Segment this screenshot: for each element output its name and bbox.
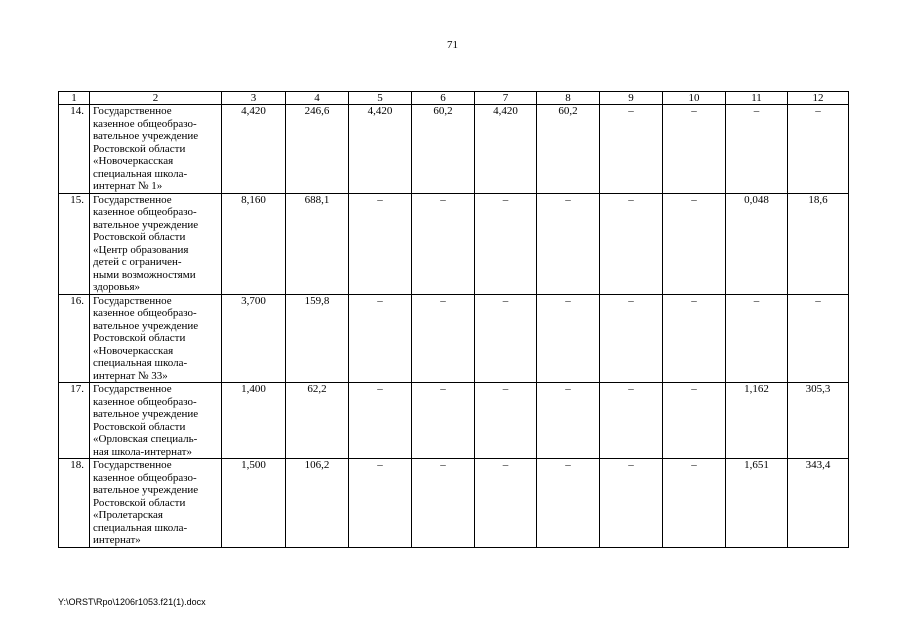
column-header-2: 2 [90,92,222,105]
institution-name-line: «Пролетарская [93,509,163,521]
institution-name-line: Государственное [93,294,172,307]
value-cell-col-11: – [726,294,788,383]
institution-name-line: интернат № 33» [93,369,168,382]
table-row [59,294,849,383]
row-number: 15. [59,193,90,294]
value-cell-col-5: – [349,383,412,459]
institution-name-line: казенное общеобразо- [93,395,197,408]
column-header-9: 9 [600,92,663,105]
institution-name-line: ная школа-интернат» [93,445,192,458]
institution-name-line: вательное учреждение [93,408,199,420]
value-cell-col-9: – [600,383,663,459]
value-cell-col-12: 343,4 [788,459,849,548]
value-cell-col-7: 4,420 [475,105,537,194]
institution-name [90,193,222,294]
value-cell-col-3: 3,700 [222,294,286,383]
value-cell-col-10: – [663,105,726,194]
value-cell-col-8: – [537,294,600,383]
value-cell-col-6: – [412,459,475,548]
column-header-10: 10 [663,92,726,105]
value-cell-col-5: 4,420 [349,105,412,194]
value-cell-col-10: – [663,459,726,548]
value-cell-col-5: – [349,193,412,294]
value-cell-col-7: – [475,193,537,294]
institution-name-line: Ростовской области [93,496,186,509]
table-row [59,383,849,459]
institution-name-line: вательное учреждение [93,218,199,231]
value-cell-col-6: 60,2 [412,105,475,194]
value-cell-col-12: 18,6 [788,193,849,294]
institution-name-line: вательное учреждение [93,319,199,332]
footer-file-path: Y:\ORST\Rpo\1206r1053.f21(1).docx [58,597,206,607]
institution-name-line: Ростовской области [93,332,186,344]
institution-name [90,383,222,459]
table-row [59,193,849,294]
institution-name-line: Ростовской области [93,231,186,243]
value-cell-col-11: 1,162 [726,383,788,459]
institution-name-line: интернат № 1» [93,180,163,192]
column-header-1: 1 [59,92,90,105]
value-cell-col-3: 1,500 [222,459,286,548]
institution-name-line: Ростовской области [93,420,186,433]
value-cell-col-4: 62,2 [286,383,349,459]
institution-name [90,105,222,194]
value-cell-col-6: – [412,383,475,459]
value-cell-col-9: – [600,193,663,294]
value-cell-col-7: – [475,383,537,459]
institution-name-line: казенное общеобразо- [93,117,197,130]
institution-name-line: «Новочеркасская [93,155,174,167]
institution-name-line: казенное общеобразо- [93,206,197,218]
institution-name [90,459,222,548]
value-cell-col-5: – [349,459,412,548]
institution-name-line: вательное учреждение [93,130,199,142]
value-cell-col-8: – [537,383,600,459]
row-number: 18. [59,459,90,548]
institution-name-line: Государственное [93,459,172,471]
value-cell-col-8: 60,2 [537,105,600,194]
institution-name-line: «Центр образования [93,243,189,256]
column-header-12: 12 [788,92,849,105]
institution-name-line: «Орловская специаль- [93,433,198,445]
data-table [58,91,849,548]
value-cell-col-10: – [663,193,726,294]
row-number: 17. [59,383,90,459]
institution-name [90,294,222,383]
value-cell-col-12: – [788,294,849,383]
column-header-6: 6 [412,92,475,105]
column-header-5: 5 [349,92,412,105]
table-row [59,459,849,548]
institution-name-line: Государственное [93,105,172,117]
institution-name-line: Ростовской области [93,142,186,155]
value-cell-col-11: 1,651 [726,459,788,548]
value-cell-col-12: – [788,105,849,194]
value-cell-col-3: 4,420 [222,105,286,194]
value-cell-col-5: – [349,294,412,383]
institution-name-line: Государственное [93,383,172,395]
value-cell-col-3: 8,160 [222,193,286,294]
value-cell-col-4: 159,8 [286,294,349,383]
value-cell-col-10: – [663,294,726,383]
institution-name-line: «Новочеркасская [93,344,174,357]
institution-name-line: детей с ограничен- [93,256,182,268]
row-number: 16. [59,294,90,383]
institution-name-line: Государственное [93,193,172,206]
institution-name-line: казенное общеобразо- [93,471,197,484]
institution-name-line: интернат» [93,534,141,546]
column-header-11: 11 [726,92,788,105]
column-header-3: 3 [222,92,286,105]
table-body [59,105,849,548]
institution-name-line: ными возможностями [93,268,196,281]
value-cell-col-9: – [600,294,663,383]
column-header-7: 7 [475,92,537,105]
column-header-8: 8 [537,92,600,105]
value-cell-col-6: – [412,193,475,294]
column-header-4: 4 [286,92,349,105]
row-number: 14. [59,105,90,194]
value-cell-col-9: – [600,105,663,194]
value-cell-col-8: – [537,459,600,548]
value-cell-col-4: 106,2 [286,459,349,548]
value-cell-col-12: 305,3 [788,383,849,459]
value-cell-col-8: – [537,193,600,294]
value-cell-col-11: 0,048 [726,193,788,294]
value-cell-col-7: – [475,294,537,383]
value-cell-col-3: 1,400 [222,383,286,459]
value-cell-col-7: – [475,459,537,548]
value-cell-col-10: – [663,383,726,459]
value-cell-col-4: 688,1 [286,193,349,294]
institution-name-line: специальная школа- [93,357,188,369]
table-row [59,105,849,194]
page-number: 71 [447,39,458,51]
institution-name-line: специальная школа- [93,167,188,180]
institution-name-line: казенное общеобразо- [93,307,197,319]
value-cell-col-9: – [600,459,663,548]
value-cell-col-6: – [412,294,475,383]
value-cell-col-4: 246,6 [286,105,349,194]
value-cell-col-11: – [726,105,788,194]
institution-name-line: специальная школа- [93,521,188,534]
institution-name-line: вательное учреждение [93,484,199,496]
institution-name-line: здоровья» [93,281,141,293]
table-header-row [59,92,849,105]
